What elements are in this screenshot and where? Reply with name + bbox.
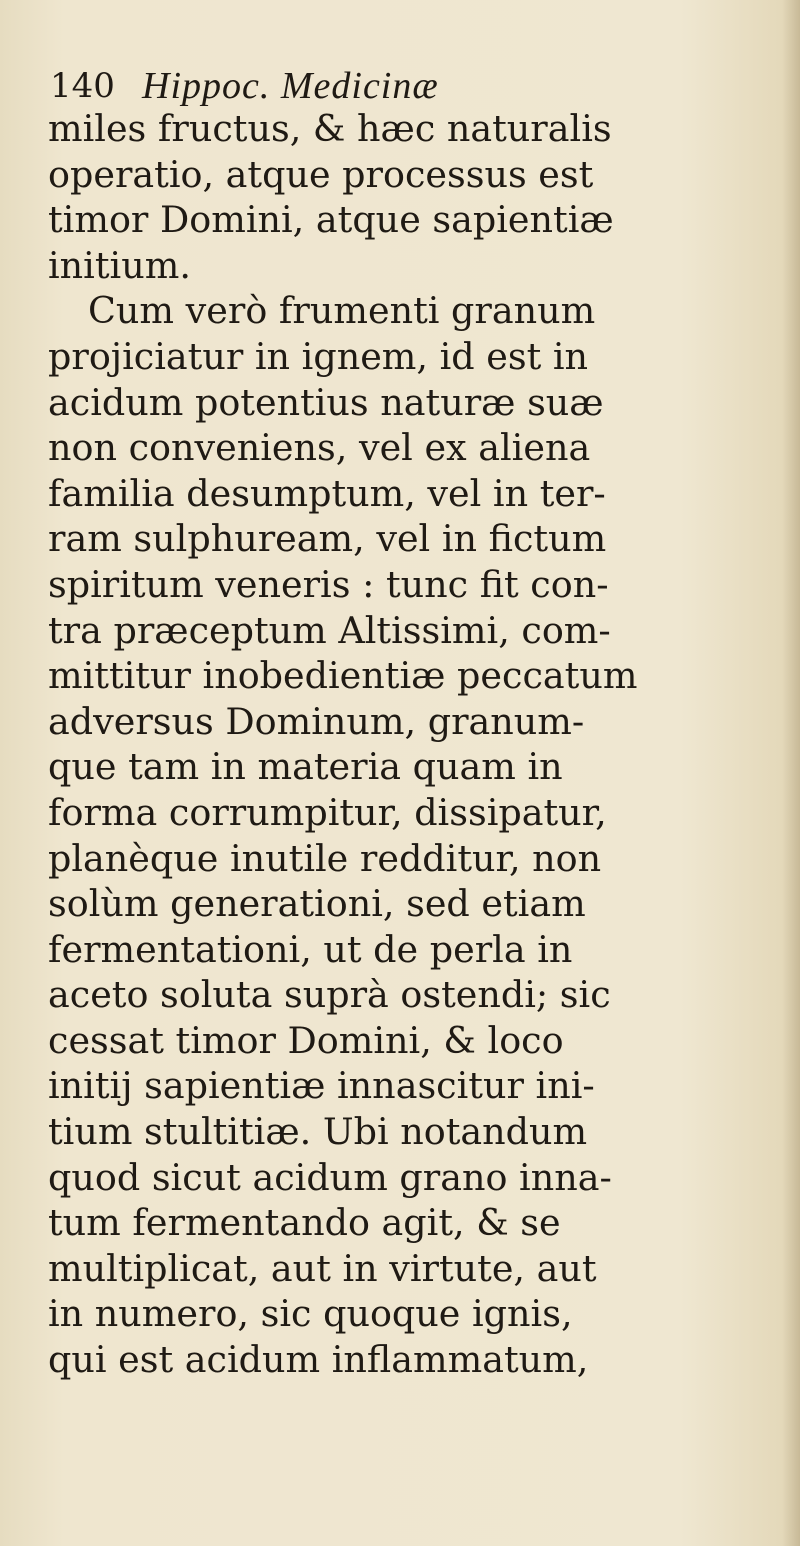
text-line: solùm generationi, sed etiam: [48, 882, 586, 926]
text-line: aceto soluta suprà ostendi; sic: [48, 973, 611, 1017]
text-line: planèque inutile redditur, non: [48, 836, 602, 880]
text-line: qui est acidum inflammatum,: [48, 1338, 589, 1382]
text-line: adversus Dominum, granum-: [48, 699, 585, 743]
text-line: non conveniens, vel ex aliena: [48, 426, 591, 470]
text-line: fermentationi, ut de perla in: [48, 927, 573, 971]
page-edge-shadow: [782, 0, 800, 1546]
body-text: [48, 106, 768, 1383]
text-line: operatio, atque processus est: [48, 152, 594, 196]
text-line: timor Domini, atque sapientiæ: [48, 198, 614, 242]
text-line: in numero, sic quoque ignis,: [48, 1292, 573, 1336]
text-line: cessat timor Domini, & loco: [48, 1018, 564, 1062]
text-line: tium stultitiæ. Ubi notandum: [48, 1110, 588, 1154]
text-line: quod sicut acidum grano inna-: [48, 1155, 612, 1199]
text-line: projiciatur in ignem, id est in: [48, 334, 589, 378]
text-line: multiplicat, aut in virtute, aut: [48, 1246, 597, 1290]
running-head: Hippoc. Medicinæ: [142, 65, 439, 107]
text-line: acidum potentius naturæ suæ: [48, 380, 604, 424]
page-number: 140: [50, 66, 115, 106]
text-line: que tam in materia quam in: [48, 745, 563, 789]
text-line: tra præceptum Altissimi, com-: [48, 608, 611, 652]
text-line: initium.: [48, 243, 191, 287]
text-line: ram sulphuream, vel in fictum: [48, 517, 607, 561]
text-line: spiritum veneris : tunc fit con-: [48, 562, 609, 606]
paragraph-first-line: Cum verò frumenti granum: [88, 289, 596, 333]
text-line: familia desumptum, vel in ter-: [48, 471, 606, 515]
text-line: forma corrumpitur, dissipatur,: [48, 790, 607, 834]
text-line: initij sapientiæ innascitur ini-: [48, 1064, 595, 1108]
text-line: miles fructus, & hæc naturalis: [48, 107, 612, 150]
text-line: mittitur inobedientiæ peccatum: [48, 654, 638, 698]
text-line: tum fermentando agit, & se: [48, 1201, 561, 1245]
